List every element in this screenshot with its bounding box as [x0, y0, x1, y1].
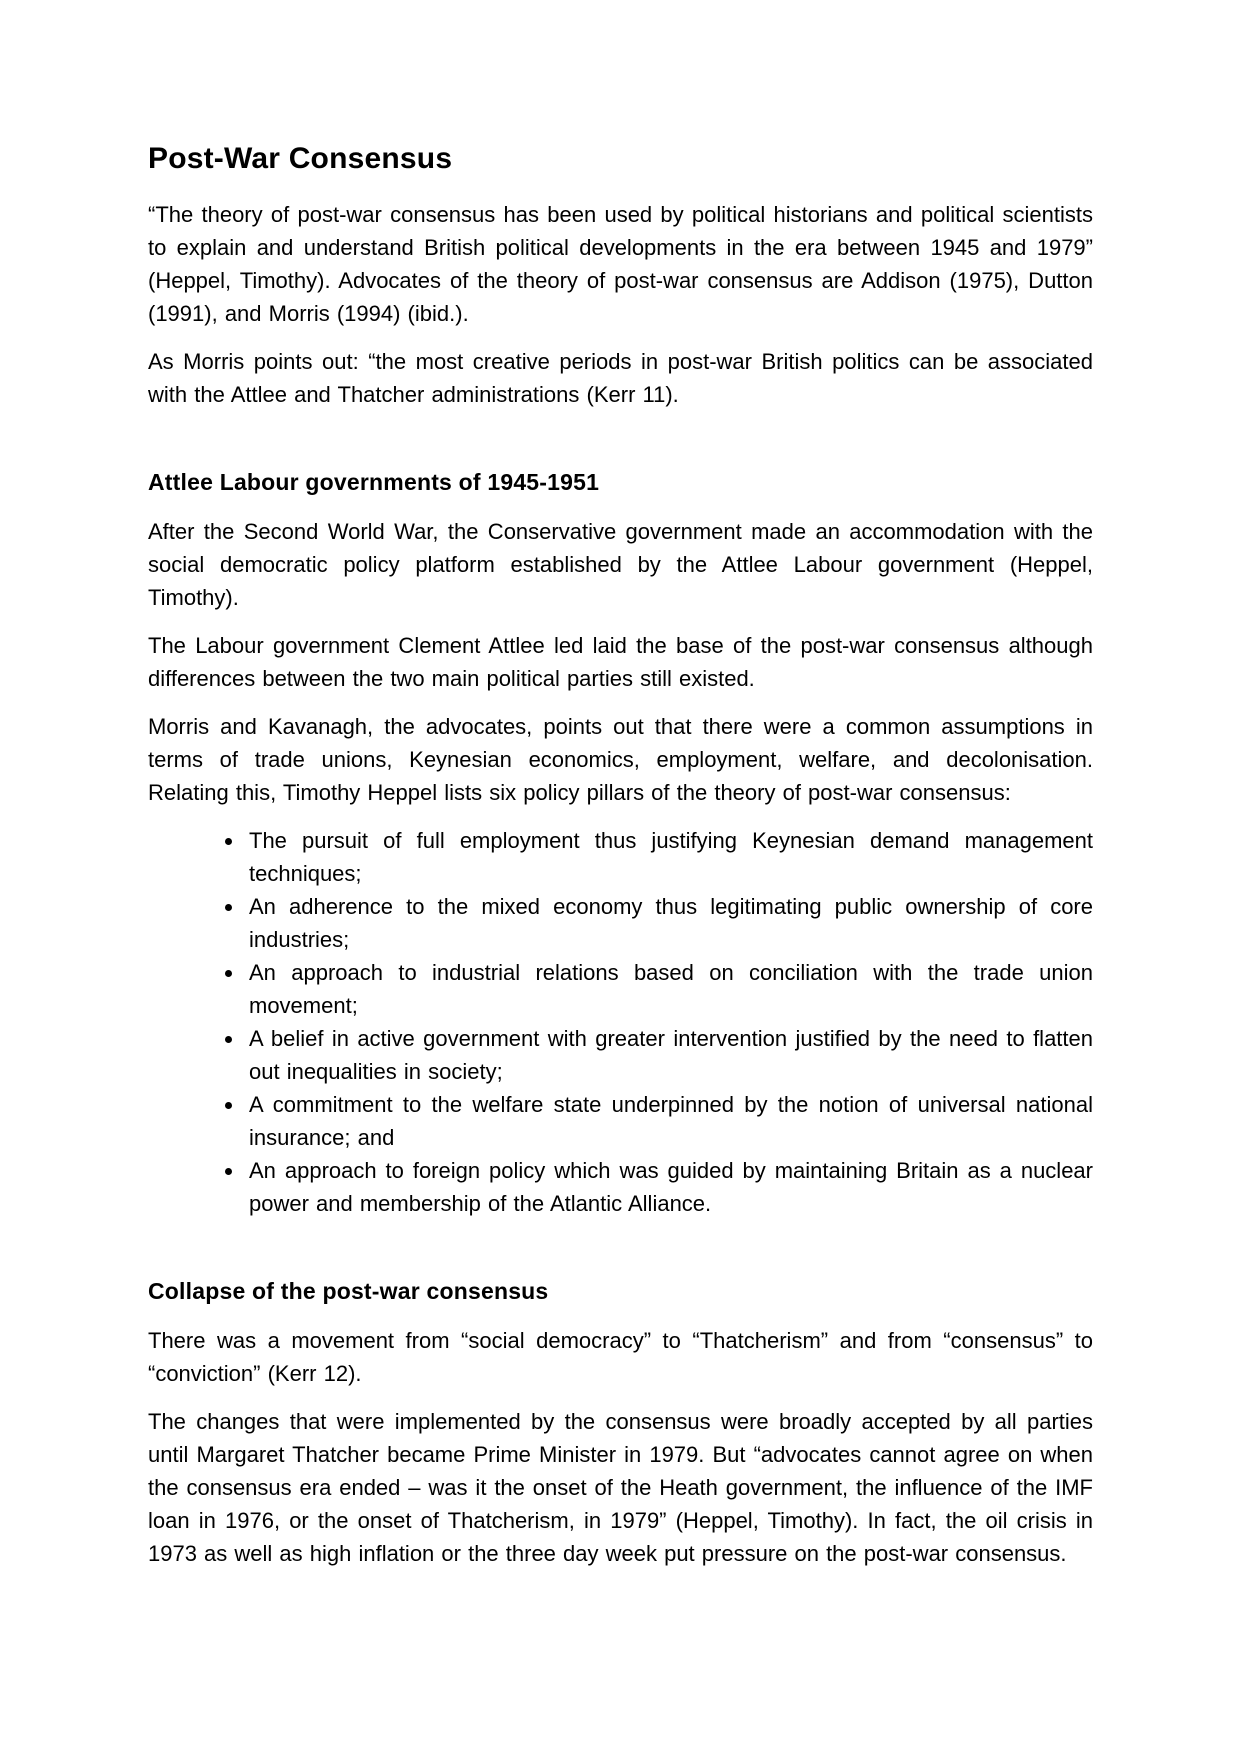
attlee-paragraph-1: After the Second World War, the Conservative government made an accommodation with the social democratic policy platform established by the Attlee Labour government (Heppel, Timothy).	[148, 519, 1093, 610]
intro-paragraph-2: As Morris points out: “the most creative periods in post-war British politics can be associated with the Attlee and Thatcher administrations (Kerr 11).	[148, 349, 1093, 407]
bullet-item: • The pursuit of full employment thus justifying Keynesian demand management techniques;	[245, 824, 1093, 890]
bullet-item: • A commitment to the welfare state underpinned by the notion of universal national insurance; and	[245, 1088, 1093, 1154]
bullet-item: • A belief in active government with greater intervention justified by the need to flatten out inequalities in society;	[245, 1022, 1093, 1088]
policy-pillars-list	[148, 824, 1093, 1220]
intro-paragraph-1: “The theory of post-war consensus has been used by political historians and political scientists to explain and understand British political developments in the era between 1945 and 1979” (Heppel, Timothy). Advocates of the theory of post-war consensus are Addison (1975), Dutton (1991), and Morris (1994) (ibid.).	[148, 202, 1093, 326]
bullet-item: • An adherence to the mixed economy thus legitimating public ownership of core industries;	[245, 890, 1093, 956]
collapse-paragraph-2: The changes that were implemented by the consensus were broadly accepted by all parties until Margaret Thatcher became Prime Minister in 1979. But “advocates cannot agree on when the consensus era ended – was it the onset of the Heath government, the influence of the IMF loan in 1976, or the onset of Thatcherism, in 1979” (Heppel, Timothy). In fact, the oil crisis in 1973 as well as high inflation or the three day week put pressure on the post-war consensus.	[148, 1409, 1093, 1566]
attlee-paragraph-2: The Labour government Clement Attlee led laid the base of the post-war consensus although differences between the two main political parties still existed.	[148, 633, 1093, 691]
bullet-item: • An approach to foreign policy which was guided by maintaining Britain as a nuclear power and membership of the Atlantic Alliance.	[245, 1154, 1093, 1220]
attlee-paragraph-3: Morris and Kavanagh, the advocates, points out that there were a common assumptions in terms of trade unions, Keynesian economics, employment, welfare, and decolonisation. Relating this, Timothy Heppel lists six policy pillars of the theory of post-war consensus:	[148, 714, 1093, 805]
document-title: Post-War Consensus	[148, 142, 453, 175]
bullet-item: • An approach to industrial relations based on conciliation with the trade union movement;	[245, 956, 1093, 1022]
collapse-paragraph-1: There was a movement from “social democracy” to “Thatcherism” and from “consensus” to “conviction” (Kerr 12).	[148, 1328, 1093, 1386]
section-heading-collapse: Collapse of the post-war consensus	[148, 1278, 549, 1304]
section-heading-attlee: Attlee Labour governments of 1945-1951	[148, 469, 600, 495]
